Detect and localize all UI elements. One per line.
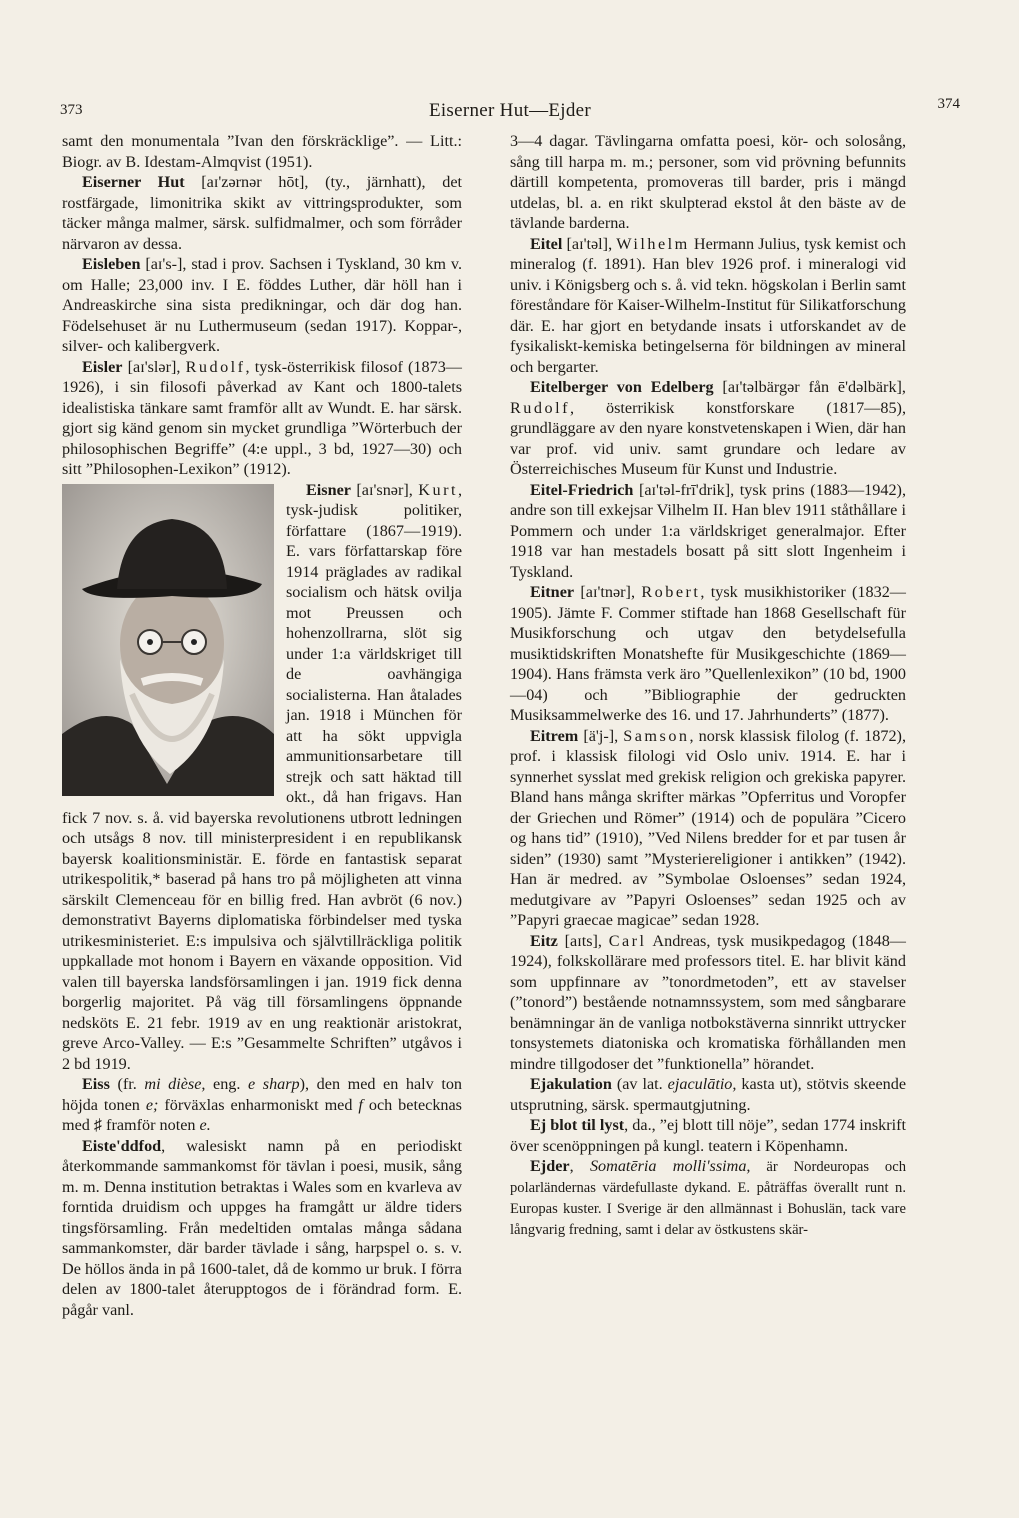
entry-eitelberger (510, 377, 906, 480)
continued-paragraph: 3—4 dagar. Tävlingarna omfatta poesi, kör- och solosång, sång till harpa m. m.; personer, som vid prövning befunnits därtill kompetenta, promoveras till barder, pris i mängd utdelas, bl. a. en rikt skulpterad ekstol åt den bäste av de tävlande barderna. (510, 132, 906, 232)
entry-eiss (62, 1074, 462, 1136)
italic-term: ejaculātio, (667, 1075, 737, 1093)
spaced-name: Kurt (418, 480, 458, 499)
italic-term: e sharp (248, 1075, 300, 1093)
italic-term: e; (145, 1095, 159, 1114)
entry-text: Hermann Julius, tysk kemist och mineralog (f. 1891). Han blev 1926 prof. i mineralogi vid univ. i Königsberg och s. å. vid tekn. högskolan i Berlin samt föreståndare för Kaiser-Wilhelm-Institut für Silikatforschung där. E. har gjort en betydande insats i utforskandet av de fysikaliskt-kemiska betingelserna för bildningen av mineral och bergarter. (510, 234, 906, 376)
portrait-drawing (62, 484, 274, 796)
entry-text: , walesiskt namn på en periodiskt återkommande sammankomst för tävlan i poesi, musik, sång m. m. Denna institution betraktas i Wales som en kvarleva av forntida druidism och uppges ha framgått ur äldre tiders tingsförsamling. Från medeltiden omtalas många sådana sammankomster, där barder tävlade i sång, harpspel o. s. v. De höllos ända in på 1600-talet, då de kommo ur bruk. I förra delen av 1800-talet återupptogos de i förändrad form. E. pågår vanl. (62, 1136, 462, 1319)
entry-text: Andreas, tysk musikpedagog (1848—1924), folkskollärare med professors titel. E. har blivit känd som uppfinnare av ”tonordmetoden”, ett av stavelser (”tonord”) bestående notnamnssystem, som med sångbarare benämningar än de vanliga notbokstäverna sinnrikt uttrycker tonsystemets diatoniska och kromatiska förhållanden men mindre tillgodoser det ”funktionella” hörandet. (510, 931, 906, 1073)
entry-text: , österrikisk konstforskare (1817—85), grundläggare av den nyare konstvetenskapen i Wien, där han var prof. vid univ. samt grundare och ledare av Österreichisches Museum für Kunst und Industrie. (510, 398, 906, 478)
entry-text: (fr. (109, 1075, 145, 1093)
italic-term: mi dièse, (144, 1075, 206, 1093)
italic-term: f (358, 1095, 363, 1114)
spaced-name: Rudolf (510, 398, 570, 417)
entry-text: [aɪ's-], stad i prov. Sachsen i Tyskland, 30 km v. om Halle; 23,000 inv. I E. föddes Luther, där höll han i Andreaskirche sina sista predikningar, och där dog han. Födelsehuset är nu Luthermuseum (sedan 1917). Koppar-, silver- och kalibergverk. (62, 255, 462, 355)
entry-text: kasta ut), stötvis skeende utsprutning, särsk. spermautgjutning. (510, 1075, 907, 1114)
page-number-right: 374 (937, 96, 960, 112)
entry-text: [aɪ'slər], (122, 357, 186, 376)
continued-paragraph: samt den monumentala ”Ivan den förskräcklige”. — Litt.: Biogr. av B. Idestam-Almqvist (1951). (62, 132, 462, 171)
entry-text: [aɪ'təl], (562, 234, 617, 253)
spaced-name: Robert (641, 583, 701, 601)
entry-text: , tysk musikhistoriker (1832—1905). Jämte F. Commer stiftade han 1868 Gesellschaft für Musikforschung och utgav den betydelsefulla musiktidskriften Monatshefte für Musikgeschichte (1869—1904). Hans främsta verk äro ”Quellenlexikon” (10 bd, 1900—04) och ”Bibliographie der gedruckten Musiksammelwerke des 16. und 17. Jahrhunderts” (1877). (510, 583, 906, 724)
entry-text: , norsk klassisk filolog (f. 1872), prof. i klassisk filologi vid Oslo univ. 1914. E. har i synnerhet sysslat med grekisk religion och grekiska papyrer. Bland hans många skrifter märkas ”Opferritus und Voropfer der Griechen und Römer” (1914) och de populära ”Cicero og hans tid” (1910), ”Ved Nilens bredder for et par tusen år siden” (1930) samt ”Mysteriereligioner i antikken” (1942). Han är medred. av ”Symbolae Osloenses” sedan 1924, medutgivare av ”Papyri Osloenses” sedan 1925 och av ”Papyri graecae magicae” sedan 1928. (510, 726, 906, 929)
right-column (510, 131, 906, 1240)
headword: Eisler (82, 357, 123, 376)
entry-text: ), den med en halv ton höjda tonen (62, 1075, 463, 1114)
entry-text: [aɪ'snər], (350, 480, 419, 499)
entry-text: [aɪ'zərnər hōt], (ty., järnhatt), det rostfärgade, limonitrika skikt av vittringsprodukter, som täcker många malmer, särsk. sulfidmalmer, och som förråder närvaron av dessa. (62, 173, 462, 253)
left-column (62, 131, 462, 1320)
headword: Eiserner Hut (82, 173, 185, 191)
entry-eisleben (62, 254, 462, 357)
entry-text: , tysk-judisk politiker, författare (1867—1919). E. vars författarskap före 1914 präglades av radikal socialism och hätsk ovilja mot Preussen och hohenzollrarna, slöt sig under 1:a världskriget till de oavhängiga socialisterna. Han åtalades jan. 1918 i München för att ha sökt uppvigla ammunitionsarbetare till strejk och satt häktad till okt., då han frigavs. Han fick 7 nov. s. å. vid bayerska revolutionens utbrott ledningen och utsågs 8 nov. till ministerpresident i en republikansk bayersk koalitionsministär. E. förde en fantastisk separat utrikespolitik,* baserad på hans tro på möjligheten att vinna särskilt Clemenceau för en billig fred. Han avbröt (6 nov.) demonstrativt Bayerns diplomatiska förbindelser med tyska utrikesministeriet. E:s impulsiva och självtillräckliga politik uppkallade mot honom i Bayern en växande opposition. Vid valen till bayerska landsförsamlingen i jan. 1919 fick denna borgerlig majoritet. På väg till församlingens öppnande nedsköts E. 21 febr. 1919 av en ung reaktionär aristokrat, greve Arco-Valley. — E:s ”Gesammelte Schriften” utgåvos i 2 bd 1919. (62, 480, 462, 1073)
entry-eisteddfod (62, 1136, 462, 1321)
headword: Eitner (530, 583, 575, 601)
entry-eitz (510, 931, 906, 1075)
headword: Eiss (82, 1075, 110, 1093)
spaced-name: Samson (623, 726, 690, 745)
entry-ejder (510, 1156, 906, 1240)
headword: Ej blot til lyst (530, 1116, 625, 1134)
entry-text: [aɪts], (557, 931, 609, 950)
headword: Eitrem (530, 726, 579, 745)
entry-eitel (510, 234, 906, 378)
entry-text: och betecknas med ♯ framför noten (62, 1095, 462, 1134)
entry-text: [aɪ'tnər], (574, 583, 642, 601)
headword: Eiste'ddfod (82, 1136, 162, 1155)
entry-eisner (62, 480, 462, 1075)
entry-ej-blot-til-lyst (510, 1115, 906, 1156)
headword: Eitelberger von Edelberg (530, 378, 714, 396)
headword: Eisner (306, 480, 351, 499)
italic-term: Somatēria molli'ssima, (589, 1157, 751, 1175)
entry-text: [aɪ'təl-frī'drik], tysk prins (1883—1942), andre son till exkejsar Vilhelm II. Han blev 1911 ståthållare i Pommern och under 1:a världskriget generalmajor. Efter 1918 var han mestadels bosatt på sitt slott Ingenheim i Tyskland. (510, 480, 906, 581)
entry-text: är Nordeuropas och polarländernas värdefullaste dykand. E. påträffas överallt runt n. Europas kuster. I Sverige är den allmännast i Bohuslän, tack vare långvarig fredning, samt i delar av östkustens skär- (510, 1159, 907, 1238)
entry-eiserner-hut (62, 172, 462, 254)
entry-eitrem (510, 726, 906, 931)
headword: Eitel (530, 234, 563, 253)
entry-ejakulation (510, 1074, 906, 1115)
spaced-name: Carl (608, 931, 647, 950)
entry-text: förväxlas enharmoniskt med (158, 1095, 359, 1114)
portrait-image (62, 484, 274, 796)
entry-text: , tysk-österrikisk filosof (1873—1926), i sin filosofi påverkad av Kant och 1800-talets idealistiska tänkare samt framför allt av Wundt. E. har särsk. gjort sig känd genom sin mycket grundliga ”Wörterbuch der philosophischen Begriffe” (4:e uppl., 3 bd, 1927—30) och sitt ”Philosophen-Lexikon” (1912). (62, 357, 462, 478)
spaced-name: Rudolf (185, 357, 246, 376)
headword: Ejder (530, 1157, 570, 1175)
entry-eitel-friedrich (510, 480, 906, 583)
entry-text: [aɪ'təlbärgər fån ē'dəlbärk], (713, 378, 906, 396)
running-title: Eiserner Hut—Ejder (428, 100, 592, 121)
entry-text: eng. (205, 1075, 249, 1093)
page-header (60, 96, 960, 126)
spaced-name: Wilhelm (616, 234, 690, 253)
entry-text: [ä'j-], (578, 726, 624, 745)
headword: Eitel-Friedrich (530, 480, 634, 499)
entry-text: , da., ”ej blott till nöje”, sedan 1774 inskrift över scenöppningen på kungl. teatern i Köpenhamn. (510, 1116, 906, 1155)
entry-eitner (510, 582, 906, 726)
headword: Ejakulation (530, 1075, 612, 1093)
entry-text: (av lat. (611, 1075, 668, 1093)
page-number-left: 373 (60, 102, 83, 118)
entry-text: , (569, 1157, 590, 1175)
entry-eisler (62, 357, 462, 480)
headword: Eitz (530, 931, 558, 950)
italic-term: e. (199, 1116, 211, 1134)
headword: Eisleben (82, 255, 141, 273)
